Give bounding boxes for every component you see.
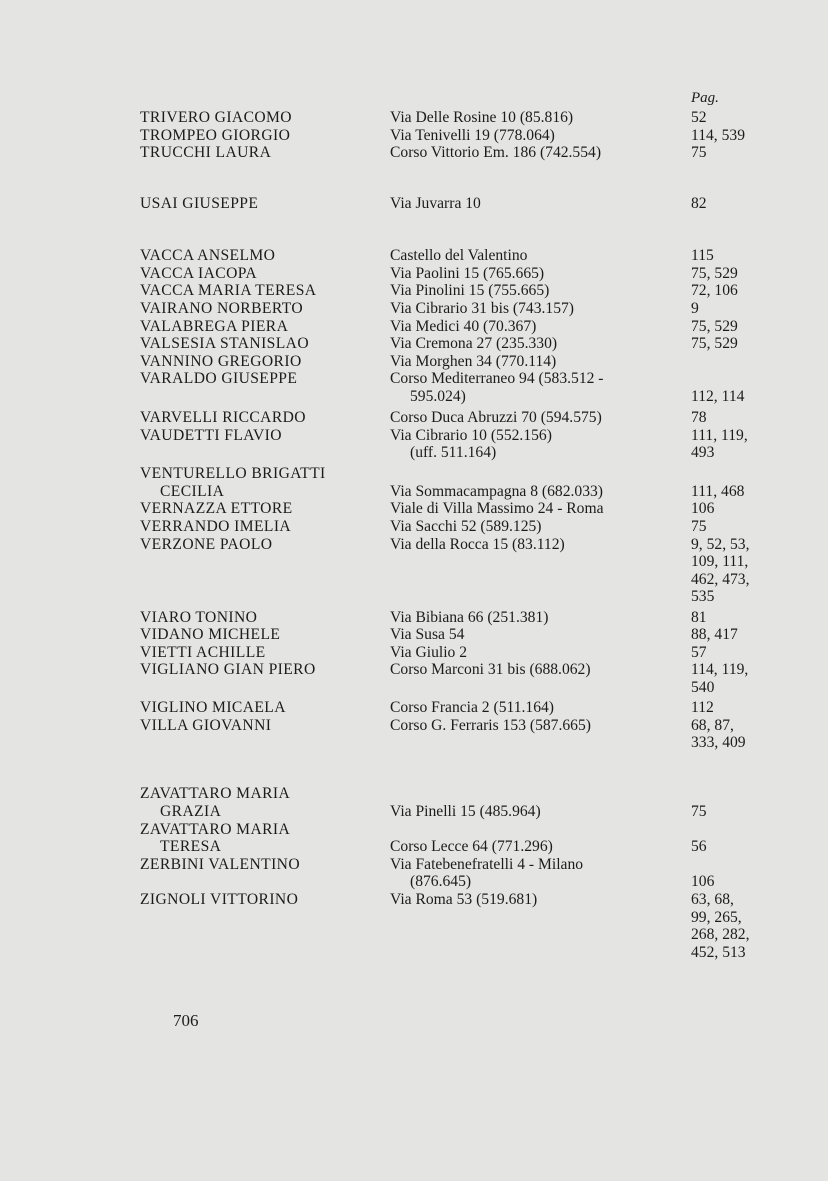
entry-name-line: VALABREGA PIERA	[140, 317, 289, 335]
entry-address	[390, 409, 688, 427]
entry-address	[390, 144, 688, 162]
entry-address	[390, 195, 688, 213]
entry-name-line: VAUDETTI FLAVIO	[140, 426, 282, 444]
entry-pages-line: 111, 468	[691, 482, 745, 500]
entry-address-line: Corso Lecce 64 (771.296)	[390, 838, 553, 856]
entry-pages-line: 68, 87,	[691, 716, 734, 734]
entry-name	[140, 536, 385, 554]
entry-name	[140, 891, 385, 909]
entry-name	[140, 518, 385, 536]
entry-pages-line: 99, 265,	[691, 908, 742, 926]
entry-name	[140, 353, 385, 371]
entry-address	[390, 318, 688, 336]
entry-address	[390, 335, 688, 353]
entry-name-line: VIETTI ACHILLE	[140, 643, 266, 661]
entry-pages-line: 78	[691, 408, 707, 426]
entry-name	[140, 821, 385, 856]
entry-name-line: VARALDO GIUSEPPE	[140, 370, 298, 388]
entry-pages-line	[691, 785, 791, 803]
entry-address	[390, 661, 688, 679]
index-entry	[0, 335, 828, 353]
entry-pages-line: 115	[691, 247, 714, 265]
entry-address	[390, 265, 688, 283]
entry-address	[390, 536, 688, 554]
entry-address	[390, 465, 688, 500]
entry-address	[390, 353, 688, 371]
entry-pages-line: 112	[691, 699, 714, 717]
entry-address-line: Via Paolini 15 (765.665)	[390, 264, 545, 282]
entry-name-line: VALSESIA STANISLAO	[140, 335, 309, 353]
index-entry	[0, 318, 828, 336]
entry-name-line: VILLA GIOVANNI	[140, 716, 272, 734]
entry-name	[140, 370, 385, 388]
entry-address	[390, 500, 688, 518]
entry-address-line: Corso Mediterraneo 94 (583.512 -	[390, 370, 604, 388]
entry-pages	[691, 427, 791, 462]
index-entry	[0, 626, 828, 644]
index-entry	[0, 785, 828, 820]
entry-address-line: Via Pinelli 15 (485.964)	[390, 803, 541, 821]
entry-address	[390, 856, 688, 891]
entry-name-line: VANNINO GREGORIO	[140, 352, 302, 370]
entry-address	[390, 127, 688, 145]
entry-pages-line: 75, 529	[691, 264, 738, 282]
entry-pages-line: 333, 409	[691, 734, 746, 752]
entry-pages-line: 75	[691, 518, 707, 536]
entry-address	[390, 891, 688, 909]
index-entry	[0, 109, 828, 127]
entry-name-line: VERZONE PAOLO	[140, 535, 273, 553]
entry-address	[390, 644, 688, 662]
name-index-list	[0, 109, 828, 961]
entry-address-line: Corso Marconi 31 bis (688.062)	[390, 661, 591, 679]
entry-name	[140, 109, 385, 127]
entry-name-line: TROMPEO GIORGIO	[140, 126, 291, 144]
entry-address-line: Via Fatebenefratelli 4 - Milano	[390, 855, 584, 873]
entry-name	[140, 409, 385, 427]
entry-address	[390, 518, 688, 536]
entry-pages	[691, 144, 791, 162]
entry-pages-line: 114, 119,	[691, 661, 749, 679]
entry-name	[140, 427, 385, 445]
entry-address-line: Via Cibrario 31 bis (743.157)	[390, 299, 574, 317]
entry-pages	[691, 609, 791, 627]
entry-address-line	[390, 785, 688, 803]
entry-pages	[691, 500, 791, 518]
entry-name	[140, 144, 385, 162]
entry-pages-line: 9, 52, 53,	[691, 535, 750, 553]
entry-pages	[691, 699, 791, 717]
entry-pages-line: 9	[691, 299, 699, 317]
entry-name-line: ZAVATTARO MARIA	[140, 820, 291, 838]
entry-address	[390, 427, 688, 462]
entry-pages-line: 268, 282,	[691, 926, 750, 944]
entry-name	[140, 318, 385, 336]
entry-pages	[691, 465, 791, 500]
entry-address-line: Castello del Valentino	[390, 247, 528, 265]
entry-pages	[691, 300, 791, 318]
entry-address-line: Via Juvarra 10	[390, 195, 481, 213]
entry-name-line: VACCA IACOPA	[140, 264, 258, 282]
entry-pages	[691, 247, 791, 265]
entry-pages	[691, 370, 791, 405]
index-entry	[0, 427, 828, 462]
entry-pages-line: 106	[691, 500, 715, 518]
entry-address-line: Via Bibiana 66 (251.381)	[390, 608, 549, 626]
entry-name	[140, 335, 385, 353]
entry-address-line: Via Morghen 34 (770.114)	[390, 352, 557, 370]
entry-address	[390, 370, 688, 405]
entry-pages	[691, 891, 791, 961]
index-entry	[0, 265, 828, 283]
entry-address	[390, 821, 688, 856]
entry-name-line: ZIGNOLI VITTORINO	[140, 891, 299, 909]
entry-address-line: (876.645)	[410, 873, 472, 891]
entry-address-line: Via Cremona 27 (235.330)	[390, 335, 558, 353]
entry-name-line: VENTURELLO BRIGATTI	[140, 465, 326, 483]
entry-address-line: 595.024)	[410, 387, 466, 405]
index-entry	[0, 353, 828, 371]
index-entry	[0, 465, 828, 500]
entry-pages-line	[691, 353, 791, 371]
entry-pages	[691, 536, 791, 606]
entry-name-line: ZERBINI VALENTINO	[140, 855, 300, 873]
entry-address	[390, 282, 688, 300]
entry-pages	[691, 409, 791, 427]
entry-address-line: Via Tenivelli 19 (778.064)	[390, 126, 555, 144]
index-entry	[0, 644, 828, 662]
entry-pages-line: 52	[691, 109, 707, 126]
entry-pages-line: 81	[691, 608, 707, 626]
entry-name-line: GRAZIA	[160, 803, 222, 821]
index-entry	[0, 609, 828, 627]
entry-name	[140, 300, 385, 318]
entry-pages-line: 63, 68,	[691, 891, 734, 909]
entry-address-line: Via Cibrario 10 (552.156)	[390, 426, 552, 444]
index-entry	[0, 821, 828, 856]
entry-address	[390, 717, 688, 735]
entry-pages-line	[691, 821, 791, 839]
entry-name-line: TERESA	[160, 838, 222, 856]
entry-pages	[691, 856, 791, 891]
entry-address-line: Via della Rocca 15 (83.112)	[390, 535, 565, 553]
entry-address	[390, 300, 688, 318]
entry-pages-line: 462, 473,	[691, 570, 750, 588]
entry-name-line: VACCA ANSELMO	[140, 247, 276, 265]
entry-address-line: Corso G. Ferraris 153 (587.665)	[390, 716, 591, 734]
entry-pages-line	[691, 370, 791, 388]
entry-pages-line: 109, 111,	[691, 553, 749, 571]
entry-name	[140, 265, 385, 283]
entry-pages-line: 75	[691, 803, 707, 821]
index-entry	[0, 127, 828, 145]
entry-address-line: Viale di Villa Massimo 24 - Roma	[390, 500, 604, 518]
entry-name	[140, 717, 385, 735]
entry-pages	[691, 821, 791, 856]
entry-name	[140, 626, 385, 644]
entry-address	[390, 699, 688, 717]
entry-name-line: TRUCCHI LAURA	[140, 144, 272, 162]
entry-name-line: VIGLIANO GIAN PIERO	[140, 661, 316, 679]
index-entry	[0, 518, 828, 536]
entry-pages-line: 112, 114	[691, 387, 745, 405]
entry-pages	[691, 318, 791, 336]
entry-name-line: VERNAZZA ETTORE	[140, 500, 293, 518]
entry-name-line: VACCA MARIA TERESA	[140, 282, 317, 300]
index-entry	[0, 282, 828, 300]
entry-address-line: Via Delle Rosine 10 (85.816)	[390, 109, 574, 126]
entry-name	[140, 127, 385, 145]
entry-pages	[691, 353, 791, 371]
index-entry	[0, 536, 828, 606]
entry-address-line	[390, 465, 688, 483]
entry-name-line: ZAVATTARO MARIA	[140, 785, 291, 803]
entry-pages	[691, 717, 791, 752]
entry-name	[140, 644, 385, 662]
entry-name	[140, 609, 385, 627]
entry-address-line: Via Sommacampagna 8 (682.033)	[390, 482, 603, 500]
entry-pages	[691, 644, 791, 662]
index-entry	[0, 891, 828, 961]
index-entry	[0, 699, 828, 717]
entry-address-line: Corso Vittorio Em. 186 (742.554)	[390, 144, 602, 162]
entry-pages	[691, 127, 791, 145]
entry-pages-line: 452, 513	[691, 943, 746, 961]
entry-address-line: Via Sacchi 52 (589.125)	[390, 518, 542, 536]
entry-name-line: TRIVERO GIACOMO	[140, 109, 292, 126]
entry-name-line: USAI GIUSEPPE	[140, 195, 259, 213]
entry-address	[390, 247, 688, 265]
index-entry	[0, 370, 828, 405]
entry-address-line: Via Pinolini 15 (755.665)	[390, 282, 550, 300]
index-entry	[0, 661, 828, 696]
index-entry	[0, 247, 828, 265]
entry-name	[140, 661, 385, 679]
entry-pages	[691, 626, 791, 644]
entry-address	[390, 626, 688, 644]
entry-address-line: (uff. 511.164)	[410, 444, 497, 462]
index-entry	[0, 717, 828, 752]
entry-name	[140, 282, 385, 300]
entry-name-line: VIGLINO MICAELA	[140, 699, 286, 717]
entry-pages-line: 106	[691, 873, 715, 891]
entry-pages-line: 114, 539	[691, 126, 745, 144]
index-entry	[0, 409, 828, 427]
entry-name-line: VIDANO MICHELE	[140, 626, 281, 644]
entry-pages-line: 72, 106	[691, 282, 738, 300]
entry-address-line: Via Giulio 2	[390, 643, 468, 661]
entry-address	[390, 109, 688, 127]
entry-pages-line: 88, 417	[691, 626, 738, 644]
entry-pages	[691, 785, 791, 820]
entry-pages	[691, 265, 791, 283]
entry-pages-line: 82	[691, 195, 707, 213]
index-entry	[0, 500, 828, 518]
page-column-header: Pag.	[691, 90, 719, 106]
entry-pages-line: 493	[691, 444, 715, 462]
entry-pages	[691, 282, 791, 300]
entry-pages-line: 75	[691, 144, 707, 162]
entry-pages	[691, 518, 791, 536]
index-entry	[0, 144, 828, 162]
entry-name-line: VERRANDO IMELIA	[140, 518, 292, 536]
entry-pages-line: 540	[691, 679, 715, 697]
index-entry	[0, 195, 828, 213]
entry-pages-line	[691, 465, 791, 483]
entry-name-line: VARVELLI RICCARDO	[140, 408, 306, 426]
entry-name-line: CECILIA	[160, 482, 225, 500]
entry-name-line: VIARO TONINO	[140, 608, 258, 626]
index-entry	[0, 856, 828, 891]
entry-pages	[691, 661, 791, 696]
entry-address-line: Via Medici 40 (70.367)	[390, 317, 537, 335]
entry-pages-line: 535	[691, 588, 715, 606]
entry-name	[140, 785, 385, 820]
entry-name-line: VAIRANO NORBERTO	[140, 299, 304, 317]
entry-pages-line: 56	[691, 838, 707, 856]
entry-name	[140, 699, 385, 717]
entry-pages-line: 75, 529	[691, 335, 738, 353]
index-entry	[0, 300, 828, 318]
entry-pages-line	[691, 856, 791, 874]
entry-address	[390, 785, 688, 820]
entry-pages-line: 111, 119,	[691, 426, 748, 444]
entry-name	[140, 856, 385, 874]
entry-address	[390, 609, 688, 627]
entry-name	[140, 195, 385, 213]
entry-address-line: Via Susa 54	[390, 626, 465, 644]
entry-address-line	[390, 821, 688, 839]
entry-pages-line: 57	[691, 643, 707, 661]
entry-address-line: Corso Francia 2 (511.164)	[390, 699, 554, 717]
entry-pages	[691, 195, 791, 213]
entry-name	[140, 247, 385, 265]
entry-name	[140, 500, 385, 518]
entry-pages-line: 75, 529	[691, 317, 738, 335]
page-number: 706	[173, 1011, 199, 1030]
entry-pages	[691, 109, 791, 127]
entry-pages	[691, 335, 791, 353]
entry-address-line: Corso Duca Abruzzi 70 (594.575)	[390, 408, 602, 426]
entry-address-line: Via Roma 53 (519.681)	[390, 891, 538, 909]
entry-name	[140, 465, 385, 500]
